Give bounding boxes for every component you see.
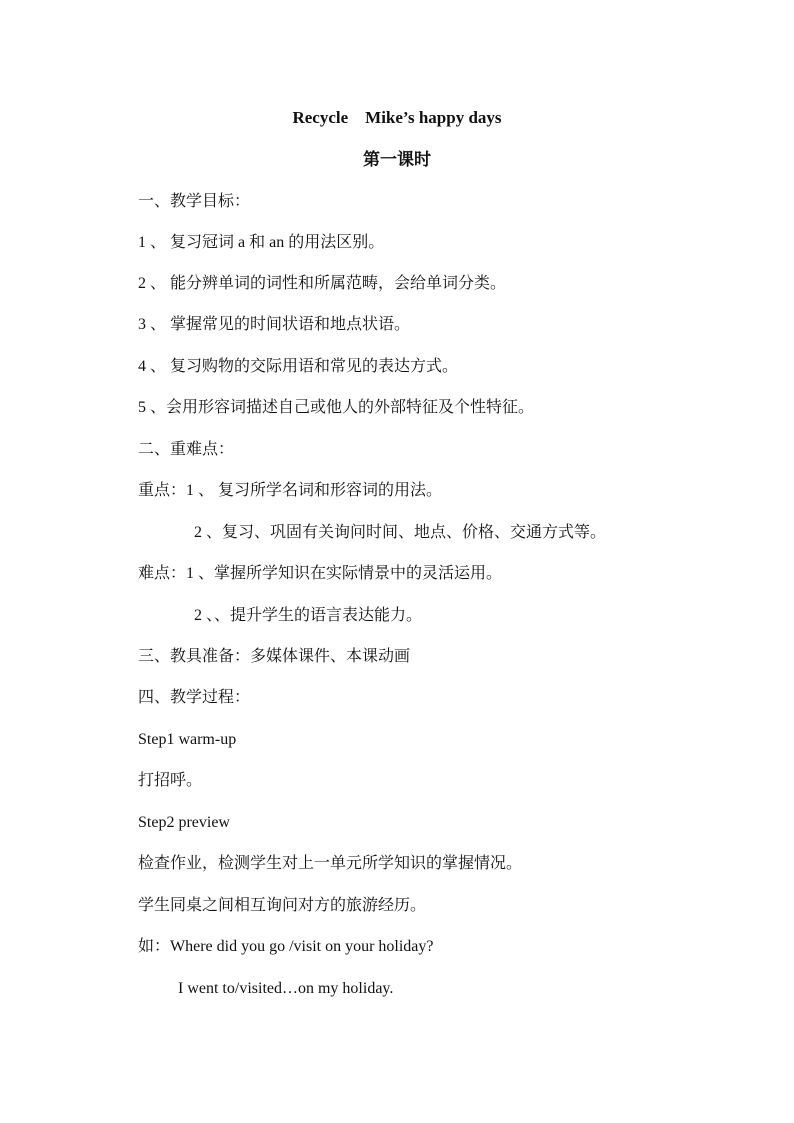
section-heading-process: 四、教学过程：	[138, 689, 251, 706]
step2-text-1: 检查作业，检测学生对上一单元所学知识的掌握情况。	[138, 855, 523, 872]
document-title: Recycle Mike’s happy days	[292, 108, 502, 127]
difficult-point-1: 难点：1 、掌握所学知识在实际情景中的灵活运用。	[138, 565, 503, 582]
objective-item-1: 1 、 复习冠词 a 和 an 的用法区别。	[138, 234, 385, 251]
step1-text: 打招呼。	[138, 772, 203, 789]
objective-item-3: 3 、 掌握常见的时间状语和地点状语。	[138, 316, 411, 333]
key-point-2: 2 、复习、巩固有关询问时间、地点、价格、交通方式等。	[194, 524, 607, 541]
step2-title: Step2 preview	[138, 814, 230, 831]
document-subtitle: 第一课时	[363, 150, 431, 169]
objective-item-5: 5 、会用形容词描述自己或他人的外部特征及个性特征。	[138, 399, 535, 416]
example-answer: I went to/visited…on my holiday.	[178, 980, 394, 997]
step1-title: Step1 warm-up	[138, 731, 237, 748]
section-heading-objectives: 一、教学目标：	[138, 193, 251, 210]
key-point-1: 重点：1 、 复习所学名词和形容词的用法。	[138, 482, 443, 499]
section-heading-key-points: 二、重难点：	[138, 441, 235, 458]
section-heading-materials: 三、教具准备：多媒体课件、本课动画	[138, 648, 411, 665]
difficult-point-2: 2 、、提升学生的语言表达能力。	[194, 607, 423, 624]
example-question: 如：Where did you go /visit on your holiday?	[138, 938, 434, 955]
objective-item-4: 4 、 复习购物的交际用语和常见的表达方式。	[138, 358, 459, 375]
objective-item-2: 2 、 能分辨单词的词性和所属范畴，会给单词分类。	[138, 275, 507, 292]
step2-text-2: 学生同桌之间相互询问对方的旅游经历。	[138, 897, 427, 914]
